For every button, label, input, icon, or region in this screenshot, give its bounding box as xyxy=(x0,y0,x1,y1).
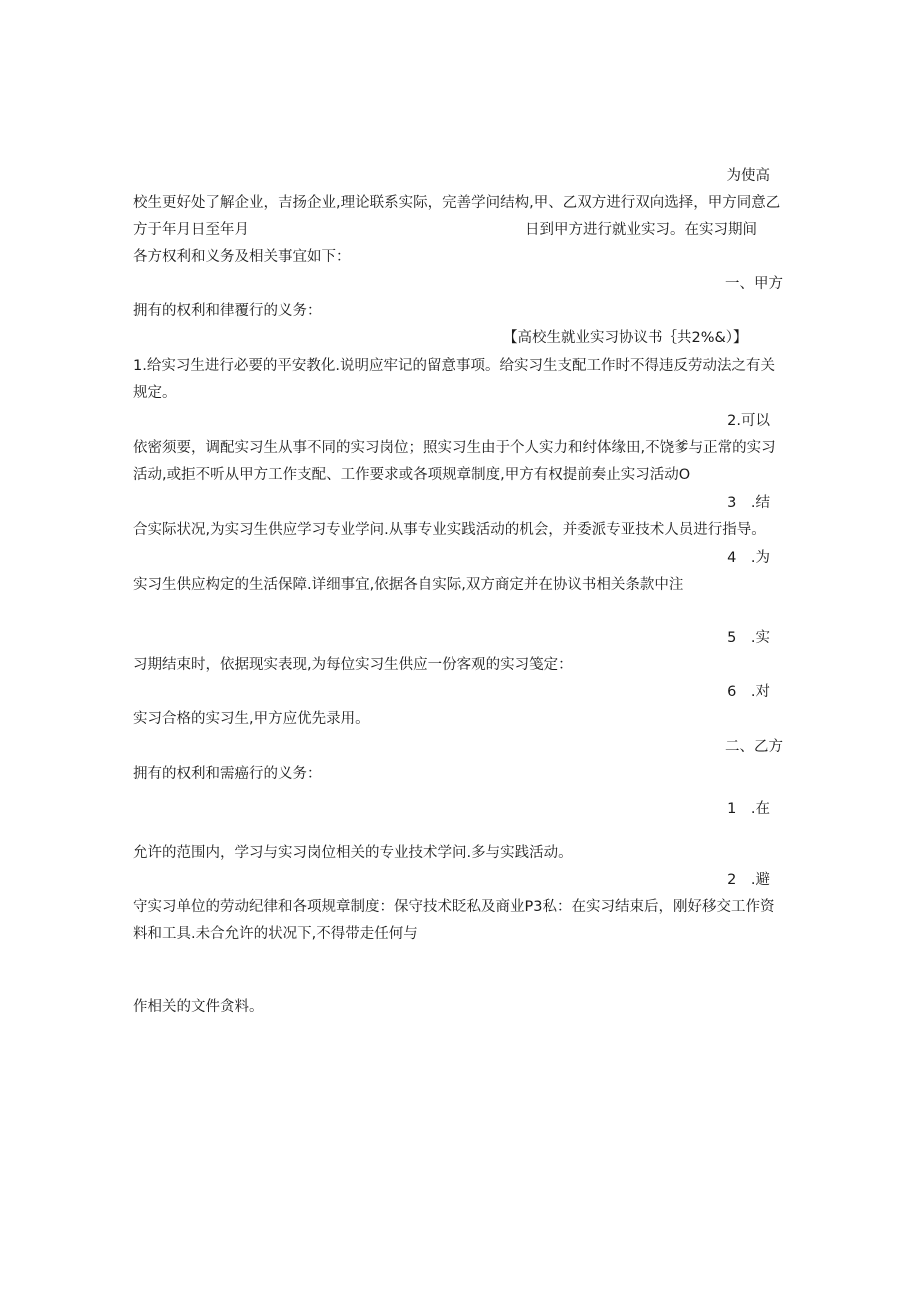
party-b-item-2-line-3: 作相关的文件贪料。 xyxy=(133,999,264,1015)
party-b-item-2-line-2: 料和工具.未合允许的状况下,不得带走任何与 xyxy=(133,926,418,942)
party-a-item-2-line-2: 活动,或拒不听从甲方工作支配、工作要求或各项规章制度,甲方有权提前奏止实习活动O xyxy=(133,467,691,483)
party-a-heading-start: 一、甲方 xyxy=(725,276,783,292)
party-a-item-5-line-1: 习期结束时，依据现实表现,为每位实习生供应一份客观的实习笺定： xyxy=(133,657,573,673)
intro-line-3: 各方权利和义务及相关事宜如下： xyxy=(133,249,351,265)
document-title: 【高校生就业实习协议书｛共2%&）】 xyxy=(503,330,748,346)
intro-line-2-right: 日到甲方进行就业实习。在实习期间 xyxy=(525,222,757,238)
party-a-item-3-marker: 3 .结 xyxy=(727,495,770,511)
party-a-item-1: 1.给实习生进行必要的平安教化.说明应牢记的留意事项。给实习生支配工作时不得违反劳动法之有关 xyxy=(133,358,775,374)
party-b-item-1-marker: 1 .在 xyxy=(727,801,770,817)
party-a-item-4-marker: 4 .为 xyxy=(727,550,770,566)
party-b-heading-rest: 拥有的权利和需癌行的义务： xyxy=(133,766,322,782)
intro-lead: 为使高 xyxy=(726,168,770,184)
party-a-item-5-marker: 5 .实 xyxy=(727,630,770,646)
party-a-item-1-cont: 规定。 xyxy=(133,385,177,401)
party-a-item-3-line-1: 合实际状况,为实习生供应学习专业学问.从事专业实践活动的机会，并委派专亚技术人员进行指导。 xyxy=(133,522,766,538)
party-a-item-2-marker: 2.可以 xyxy=(727,413,770,429)
party-a-item-4-line-1: 实习生供应构定的生活保障.详细事宜,依据各自实际,双方商定并在协议书相关条款中注 xyxy=(133,577,684,593)
intro-line-2-left: 方于年月日至年月 xyxy=(133,222,249,238)
intro-line-1: 校生更好处了解企业，吉扬企业,理论联系实际，完善学问结构,甲、乙双方进行双向选择，甲方同意乙 xyxy=(133,195,781,211)
party-b-heading-start: 二、乙方 xyxy=(725,739,783,755)
party-a-item-2-line-1: 依密须要，调配实习生从事不同的实习岗位；照实习生由于个人实力和纣体缘田,不饶爹与正常的实习 xyxy=(133,440,776,456)
party-b-item-2-marker: 2 .避 xyxy=(727,872,770,888)
party-b-item-1-line-1: 允许的范围内，学习与实习岗位相关的专业技术学问.多与实践活动。 xyxy=(133,845,573,861)
party-a-item-6-line-1: 实习合格的实习生,甲方应优先录用。 xyxy=(133,711,370,727)
party-b-item-2-line-1: 守实习单位的劳动纪律和各项规章制度：保守技术眨私及商业P3私：在实习结束后，刚好移交工作资 xyxy=(133,899,775,915)
party-a-item-6-marker: 6 .对 xyxy=(727,684,770,700)
party-a-heading-rest: 拥有的权利和律覆行的义务： xyxy=(133,303,322,319)
